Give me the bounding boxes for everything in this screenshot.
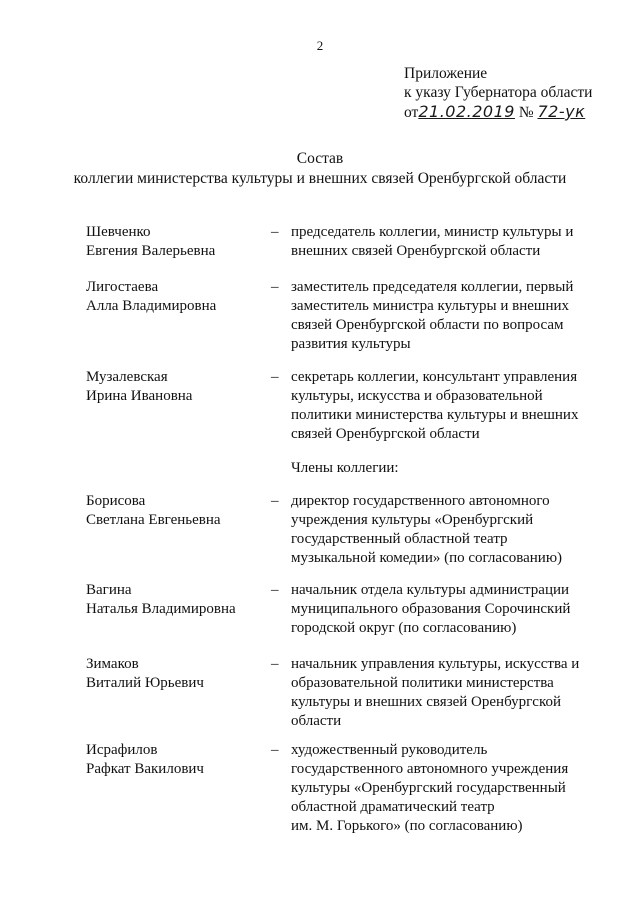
member-given-name: Алла Владимировна bbox=[86, 298, 217, 314]
dash: – bbox=[271, 656, 279, 672]
role-line: заместитель министра культуры и внешних bbox=[291, 298, 570, 314]
member-name bbox=[86, 368, 266, 406]
document-title bbox=[0, 149, 640, 189]
member-given-name: Наталья Владимировна bbox=[86, 601, 236, 617]
member-name bbox=[86, 581, 266, 619]
member-name bbox=[86, 741, 266, 779]
member-name bbox=[86, 278, 266, 316]
appendix-title: Приложение bbox=[404, 65, 488, 82]
members-heading: Члены коллегии: bbox=[291, 460, 399, 476]
title-line-1: Состав bbox=[296, 150, 344, 167]
role-line: развития культуры bbox=[291, 336, 411, 352]
member-given-name: Ирина Ивановна bbox=[86, 388, 193, 404]
role-line: связей Оренбургской области по вопросам bbox=[291, 317, 564, 333]
member-surname: Вагина bbox=[86, 582, 132, 598]
member-name bbox=[86, 223, 266, 261]
member-surname: Борисова bbox=[86, 493, 146, 509]
role-line: политики министерства культуры и внешних bbox=[291, 407, 579, 423]
role-line: художественный руководитель bbox=[291, 742, 488, 758]
role-line: культуры «Оренбургский государственный bbox=[291, 780, 566, 796]
handwritten-date: 21.02.2019 bbox=[418, 102, 515, 121]
role-line: областной драматический театр bbox=[291, 799, 495, 815]
role-line: внешних связей Оренбургской области bbox=[291, 243, 541, 259]
role-line: директор государственного автономного bbox=[291, 493, 550, 509]
date-prefix: от bbox=[404, 104, 419, 121]
member-name bbox=[86, 655, 266, 693]
appendix-date-line bbox=[404, 102, 592, 122]
role-line: муниципального образования Сорочинский bbox=[291, 601, 571, 617]
dash: – bbox=[271, 582, 279, 598]
role-line: культуры и внешних связей Оренбургской bbox=[291, 694, 561, 710]
member-role bbox=[291, 581, 591, 638]
member-given-name: Евгения Валерьевна bbox=[86, 243, 216, 259]
member-role bbox=[291, 655, 591, 731]
member-surname: Шевченко bbox=[86, 224, 151, 240]
role-line: области bbox=[291, 713, 342, 729]
dash: – bbox=[271, 493, 279, 509]
page-number: 2 bbox=[316, 38, 324, 53]
member-role bbox=[291, 368, 591, 444]
role-line: культуры, искусства и образовательной bbox=[291, 388, 543, 404]
member-given-name: Рафкат Вакилович bbox=[86, 761, 204, 777]
member-surname: Зимаков bbox=[86, 656, 139, 672]
number-sign: № bbox=[518, 104, 534, 121]
role-line: начальник управления культуры, искусства и bbox=[291, 656, 580, 672]
handwritten-number: 72-ук bbox=[537, 102, 586, 121]
member-role bbox=[291, 741, 591, 836]
role-line: секретарь коллегии, консультант управления bbox=[291, 369, 578, 385]
role-line: образовательной политики министерства bbox=[291, 675, 554, 691]
member-role bbox=[291, 492, 591, 568]
member-role bbox=[291, 223, 591, 261]
member-given-name: Светлана Евгеньевна bbox=[86, 512, 221, 528]
role-line: им. М. Горького» (по согласованию) bbox=[291, 818, 523, 834]
member-surname: Музалевская bbox=[86, 369, 168, 385]
role-line: учреждения культуры «Оренбургский bbox=[291, 512, 534, 528]
role-line: городской округ (по согласованию) bbox=[291, 620, 517, 636]
title-line-2: коллегии министерства культуры и внешних связей Оренбургской области bbox=[73, 170, 567, 187]
role-line: государственного автономного учреждения bbox=[291, 761, 569, 777]
member-surname: Исрафилов bbox=[86, 742, 158, 758]
role-line: заместитель председателя коллегии, первый bbox=[291, 279, 574, 295]
member-role bbox=[291, 278, 591, 354]
dash: – bbox=[271, 279, 279, 295]
role-line: начальник отдела культуры администрации bbox=[291, 582, 570, 598]
appendix-header bbox=[404, 64, 592, 122]
dash: – bbox=[271, 369, 279, 385]
role-line: музыкальной комедии» (по согласованию) bbox=[291, 550, 563, 566]
member-surname: Лигостаева bbox=[86, 279, 159, 295]
appendix-decree: к указу Губернатора области bbox=[404, 84, 593, 101]
member-given-name: Виталий Юрьевич bbox=[86, 675, 204, 691]
role-line: председатель коллегии, министр культуры и bbox=[291, 224, 574, 240]
dash: – bbox=[271, 742, 279, 758]
role-line: связей Оренбургской области bbox=[291, 426, 480, 442]
dash: – bbox=[271, 224, 279, 240]
member-name bbox=[86, 492, 266, 530]
role-line: государственный областной театр bbox=[291, 531, 508, 547]
